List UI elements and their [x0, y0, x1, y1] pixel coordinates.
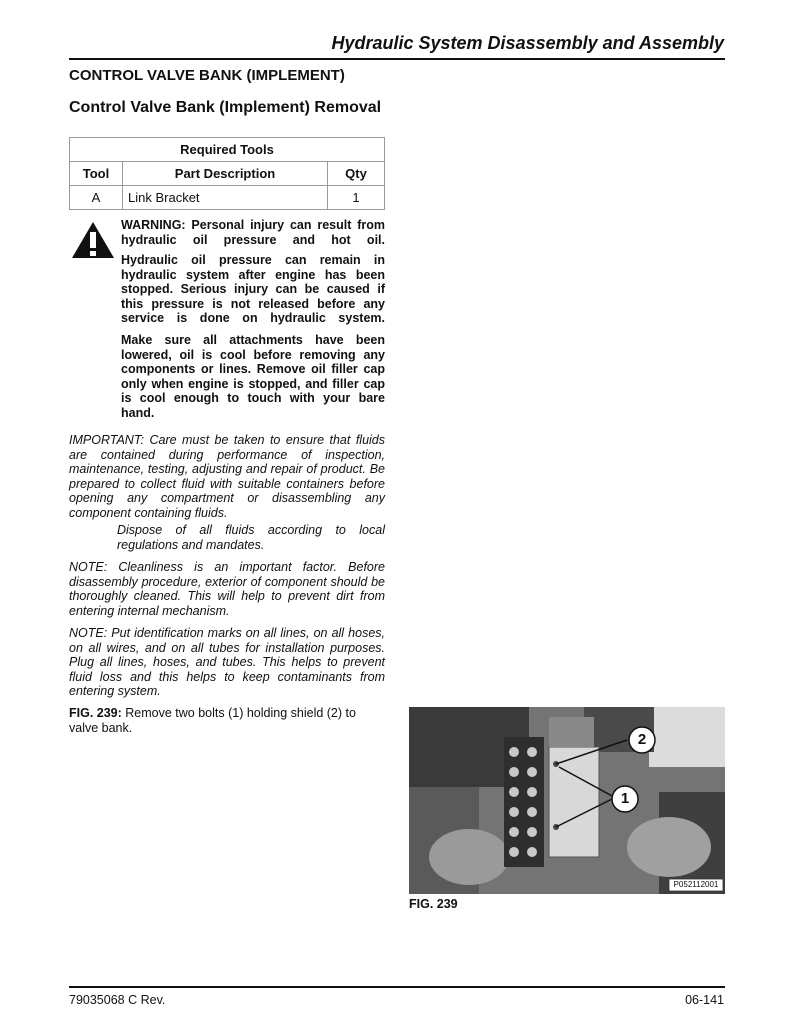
important-label: IMPORTANT:: [69, 433, 144, 447]
note-label: NOTE:: [69, 560, 108, 574]
note-text: Put identification marks on all lines, on all hoses, on all wires, and on all tubes for installation purposes. Plug all lines, hoses, and tubes. This helps to prevent fluid loss and this helps to keep contaminants from entering system.: [69, 626, 385, 698]
section-title: CONTROL VALVE BANK (IMPLEMENT): [69, 67, 345, 84]
callout-label: 2: [637, 731, 647, 748]
procedure-title: Control Valve Bank (Implement) Removal: [69, 99, 382, 116]
figure-reference: FIG. 239:: [69, 706, 122, 720]
note-text: Cleanliness is an important factor. Before disassembly procedure, exterior of component should be thoroughly cleaned. This will help to prevent dirt from entering internal mechanism.: [69, 560, 385, 618]
note-identification: [69, 626, 385, 699]
callout-label: 1: [620, 790, 630, 807]
document-number: 79035068 C Rev.: [69, 993, 166, 1007]
description-cell: Link Bracket: [123, 186, 328, 210]
column-header-description: Part Description: [123, 162, 328, 186]
warning-triangle-icon: [71, 221, 115, 264]
warning-paragraph-2: Hydraulic oil pressure can remain in hydraulic system after engine has been stopped. Serious injury can be caused if this pressure is not released before any service is done on hydraulic system.: [121, 253, 385, 325]
table-row: [70, 186, 385, 210]
tool-cell: A: [70, 186, 123, 210]
required-tools-table: [69, 137, 385, 210]
important-note: [69, 433, 385, 520]
page-number: 06-141: [685, 993, 724, 1007]
page-header-title: Hydraulic System Disassembly and Assembly: [331, 33, 724, 53]
note-cleanliness: [69, 560, 385, 618]
figure-photo: [409, 707, 725, 894]
table-caption: Required Tools: [70, 138, 385, 162]
column-header-tool: Tool: [70, 162, 123, 186]
photo-id-label: P052112001: [673, 880, 719, 889]
important-text-2: Dispose of all fluids according to local regulations and mandates.: [117, 523, 385, 552]
column-header-qty: Qty: [328, 162, 385, 186]
warning-paragraph-3: Make sure all attachments have been lowered, oil is cool before removing any components or lines. Remove oil filler cap only when engine is stopped, and filler cap is cool enough to touch with your bare hand.: [121, 333, 385, 420]
warning-paragraph-1: WARNING: Personal injury can result from hydraulic oil pressure and hot oil.: [121, 218, 385, 247]
instruction-text: Remove two bolts (1) holding shield (2) to valve bank.: [69, 706, 356, 735]
important-text: Care must be taken to ensure that fluids are contained during performance of inspection, maintenance, testing, adjusting and repair of product. Be prepared to collect fluid with suitable containers before opening any compartment or disassembling any component containing fluids.: [69, 433, 385, 520]
figure-instruction: [69, 706, 385, 735]
figure-caption: FIG. 239: [409, 897, 458, 911]
qty-cell: 1: [328, 186, 385, 210]
footer-divider: [69, 986, 725, 988]
header-divider: [69, 58, 725, 60]
note-label: NOTE:: [69, 626, 108, 640]
